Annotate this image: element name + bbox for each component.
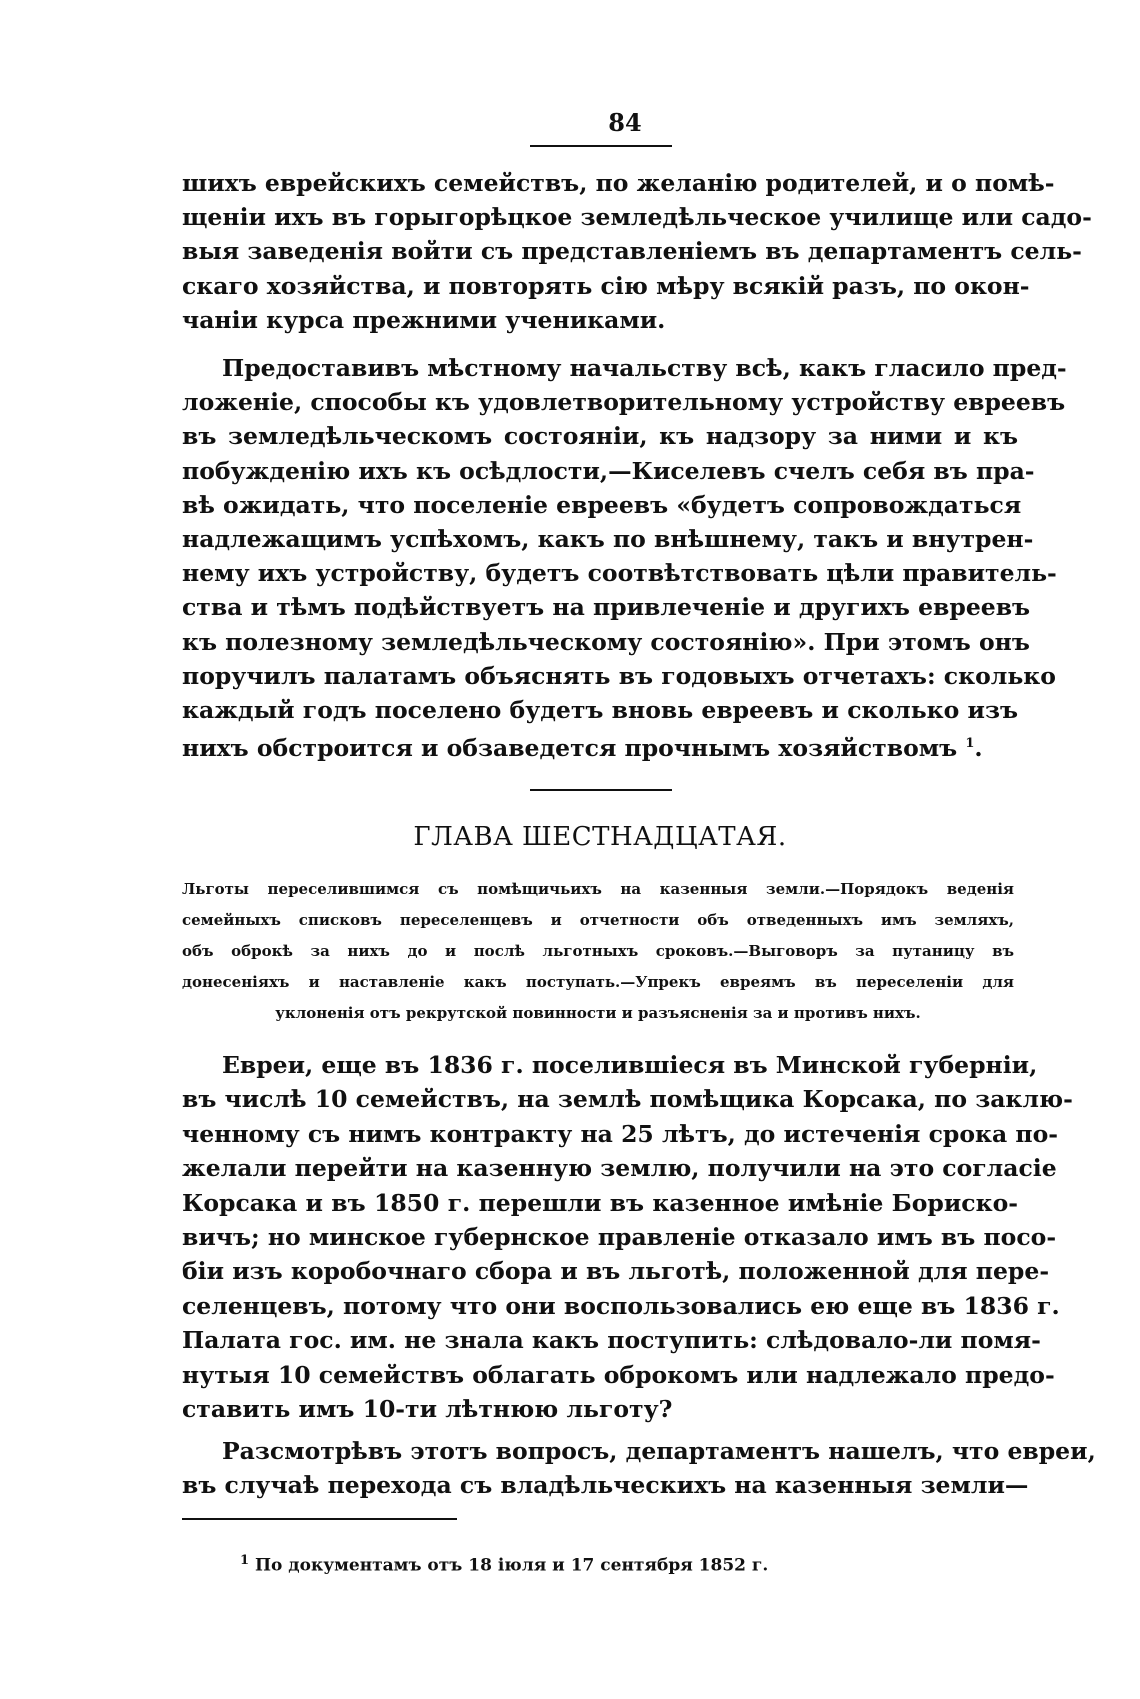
summary-line: Льготы переселившимся съ помѣщичьихъ на казенныя земли.—Порядокъ веденія	[182, 880, 1014, 898]
text-line: нему ихъ устройству, будетъ соотвѣтствовать цѣли правитель-	[182, 559, 1057, 588]
text-line: Евреи, еще въ 1836 г. поселившіеся въ Минской губерніи,	[222, 1051, 1038, 1079]
sentence-end-period: .	[974, 734, 983, 763]
text-line: каждый годъ поселено будетъ вновь евреевъ и сколько изъ	[182, 696, 1018, 725]
text-line: щеніи ихъ въ горыгорѣцкое земледѣльческое училище или садо-	[182, 203, 1092, 232]
text-line: въ случаѣ перехода съ владѣльческихъ на казенныя земли—	[182, 1471, 1029, 1500]
section-divider	[530, 789, 672, 791]
footnote-rule	[182, 1518, 457, 1520]
footnote-reference: 1	[965, 736, 975, 752]
text-line: выя заведенія войти съ представленіемъ въ департаментъ сель-	[182, 237, 1082, 266]
text-line: ченному съ нимъ контракту на 25 лѣтъ, до истеченія срока по-	[182, 1119, 1059, 1148]
text-line-content: нихъ обстроится и обзаведется прочнымъ хозяйствомъ	[182, 734, 958, 763]
text-line: скаго хозяйства, и повторять сію мѣру всякій разъ, по окон-	[182, 271, 1030, 300]
text-line: въ числѣ 10 семействъ, на землѣ помѣщика Корсака, по заклю-	[182, 1085, 1073, 1114]
text-line: вѣ ожидать, что поселеніе евреевъ «будетъ сопровождаться	[182, 490, 1022, 519]
footnote-text: По документамъ отъ 18 іюля и 17 сентября 1852 г.	[254, 1555, 769, 1576]
paragraph-kiselev	[182, 351, 1067, 765]
text-line	[182, 727, 1018, 765]
summary-line: донесеніяхъ и наставленіе какъ поступать.—Упрекъ евреямъ въ переселеніи для	[182, 973, 1014, 991]
summary-line: семейныхъ списковъ переселенцевъ и отчетности объ отведенныхъ имъ земляхъ,	[182, 911, 1014, 929]
paragraph-continuation	[182, 166, 1092, 337]
text-line: побужденію ихъ къ осѣдлости,—Киселевъ счелъ себя въ пра-	[182, 456, 1035, 485]
page-number-rule	[530, 145, 672, 147]
text-line: ства и тѣмъ подѣйствуетъ на привлеченіе и другихъ евреевъ	[182, 593, 1031, 622]
text-line: нутыя 10 семействъ облагать оброкомъ или надлежало предо-	[182, 1360, 1055, 1389]
chapter-title: ГЛАВА ШЕСТНАДЦАТАЯ.	[413, 822, 787, 852]
chapter-summary	[182, 874, 1014, 1029]
text-line: біи изъ коробочнаго сбора и въ льготѣ, положенной для пере-	[182, 1257, 1050, 1286]
text-line: Палата гос. им. не знала какъ поступить: слѣдовало-ли помя-	[182, 1326, 1041, 1355]
paragraph-department	[182, 1434, 1096, 1503]
footnote	[240, 1553, 940, 1576]
text-line: селенцевъ, потому что они воспользовались ею еще въ 1836 г.	[182, 1291, 1060, 1320]
text-line: ложеніе, способы къ удовлетворительному устройству евреевъ	[182, 388, 1066, 417]
text-line: надлежащимъ успѣхомъ, какъ по внѣшнему, такъ и внутрен-	[182, 525, 1034, 554]
text-line: Разсмотрѣвъ этотъ вопросъ, департаментъ нашелъ, что евреи,	[222, 1437, 1096, 1465]
text-line: Корсака и въ 1850 г. перешли въ казенное имѣніе Бориско-	[182, 1188, 1018, 1217]
text-line: шихъ еврейскихъ семействъ, по желанію родителей, и о помѣ-	[182, 169, 1055, 197]
text-line: ставить имъ 10-ти лѣтнюю льготу?	[182, 1395, 673, 1424]
text-line: вичъ; но минское губернское правленіе отказало имъ въ посо-	[182, 1223, 1057, 1252]
text-line: къ полезному земледѣльческому состоянію». При этомъ онъ	[182, 627, 1030, 656]
footnote-marker: 1	[240, 1553, 250, 1568]
page-number: 84	[608, 108, 642, 137]
summary-line: объ оброкѣ за нихъ до и послѣ льготныхъ сроковъ.—Выговоръ за путаницу въ	[182, 942, 1014, 960]
text-line: чаніи курса прежними учениками.	[182, 305, 666, 334]
text-line: желали перейти на казенную землю, получили на это согласіе	[182, 1154, 1057, 1183]
text-line: поручилъ палатамъ объяснять въ годовыхъ отчетахъ: сколько	[182, 661, 1056, 690]
text-line: въ земледѣльческомъ состояніи, къ надзору за ними и къ	[182, 422, 1018, 451]
text-line: Предоставивъ мѣстному начальству всѣ, какъ гласило пред-	[222, 354, 1067, 382]
summary-line: уклоненія отъ рекрутской повинности и разъясненія за и противъ нихъ.	[275, 1004, 921, 1022]
paragraph-korsak	[182, 1048, 1073, 1426]
